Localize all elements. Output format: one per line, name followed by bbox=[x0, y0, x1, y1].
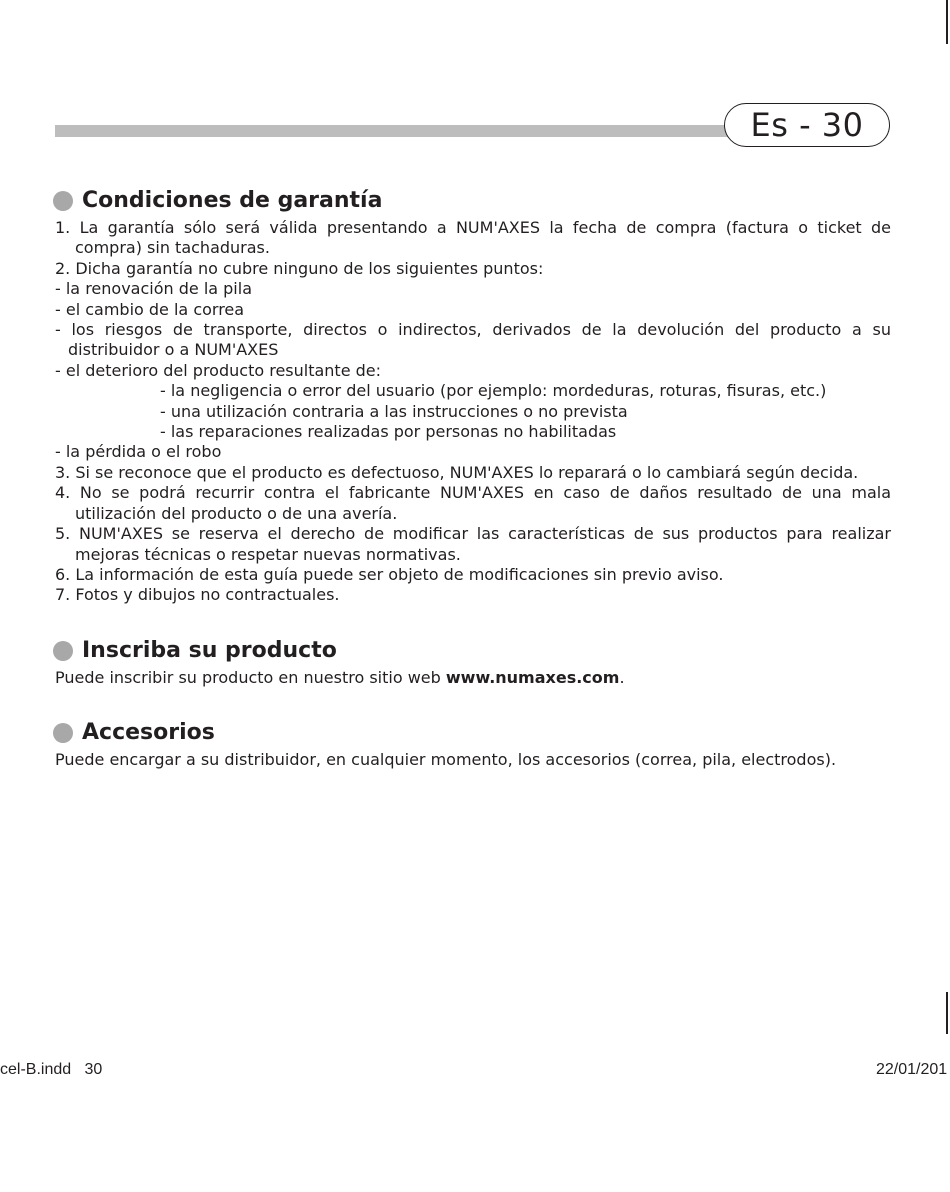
deterioration-negligence: - la negligencia o error del usuario (por ejemplo: mordeduras, roturas, fisuras, etc.) bbox=[160, 381, 827, 401]
deterioration-repairs: - las reparaciones realizadas por personas no habilitadas bbox=[160, 422, 617, 442]
accessories-section bbox=[55, 718, 891, 770]
exclusion-transport: - los riesgos de transporte, directos o indirectos, derivados de la devolución del producto a su distribuidor o a NUM'AXES bbox=[55, 320, 891, 360]
page-content bbox=[55, 186, 891, 771]
exclusion-battery: - la renovación de la pila bbox=[55, 279, 252, 299]
section-heading-register: Inscriba su producto bbox=[53, 636, 891, 666]
deterioration-misuse: - una utilización contraria a las instrucciones o no prevista bbox=[160, 401, 628, 421]
warranty-item-6: 6. La información de esta guía puede ser objeto de modificaciones sin previo aviso. bbox=[55, 564, 724, 584]
warranty-item-5: 5. NUM'AXES se reserva el derecho de modificar las características de sus productos para realizar mejoras técnicas o respetar nuevas normativas. bbox=[55, 524, 891, 564]
register-paragraph: Puede inscribir su producto en nuestro sitio web www.numaxes.com. bbox=[55, 667, 625, 687]
header-bar bbox=[55, 125, 745, 137]
exclusion-loss: - la pérdida o el robo bbox=[55, 442, 222, 462]
bullet-icon bbox=[53, 191, 73, 211]
warranty-item-4: 4. No se podrá recurrir contra el fabricante NUM'AXES en caso de daños resultado de una mala utilización del producto o de una avería. bbox=[55, 483, 891, 523]
register-section bbox=[55, 636, 891, 688]
warranty-item-7: 7. Fotos y dibujos no contractuales. bbox=[55, 585, 340, 605]
warranty-item-1: 1. La garantía sólo será válida presentando a NUM'AXES la fecha de compra (factura o ticket de compra) sin tachaduras. bbox=[55, 218, 891, 258]
website-link[interactable]: www.numaxes.com bbox=[445, 667, 620, 687]
exclusion-strap: - el cambio de la correa bbox=[55, 299, 245, 319]
accessories-paragraph: Puede encargar a su distribuidor, en cualquier momento, los accesorios (correa, pila, electrodos). bbox=[55, 750, 837, 770]
footer-file-info: cel-B.indd 30 bbox=[0, 1061, 103, 1078]
exclusion-deterioration: - el deterioro del producto resultante de: bbox=[55, 360, 382, 380]
warranty-item-3: 3. Si se reconoce que el producto es defectuoso, NUM'AXES lo reparará o lo cambiará según decida. bbox=[55, 462, 859, 482]
section-heading-accessories: Accesorios bbox=[53, 718, 891, 748]
section-heading-warranty: Condiciones de garantía bbox=[53, 186, 891, 216]
bullet-icon bbox=[53, 723, 73, 743]
page-label: Es - 30 bbox=[750, 106, 864, 144]
warranty-item-2: 2. Dicha garantía no cubre ninguno de los siguientes puntos: bbox=[55, 258, 544, 278]
warranty-section bbox=[55, 186, 891, 606]
crop-mark-top-right bbox=[946, 0, 948, 44]
page-number-box bbox=[724, 103, 890, 147]
footer-date: 22/01/201 bbox=[876, 1061, 948, 1078]
crop-mark-right bbox=[946, 992, 948, 1034]
bullet-icon bbox=[53, 641, 73, 661]
